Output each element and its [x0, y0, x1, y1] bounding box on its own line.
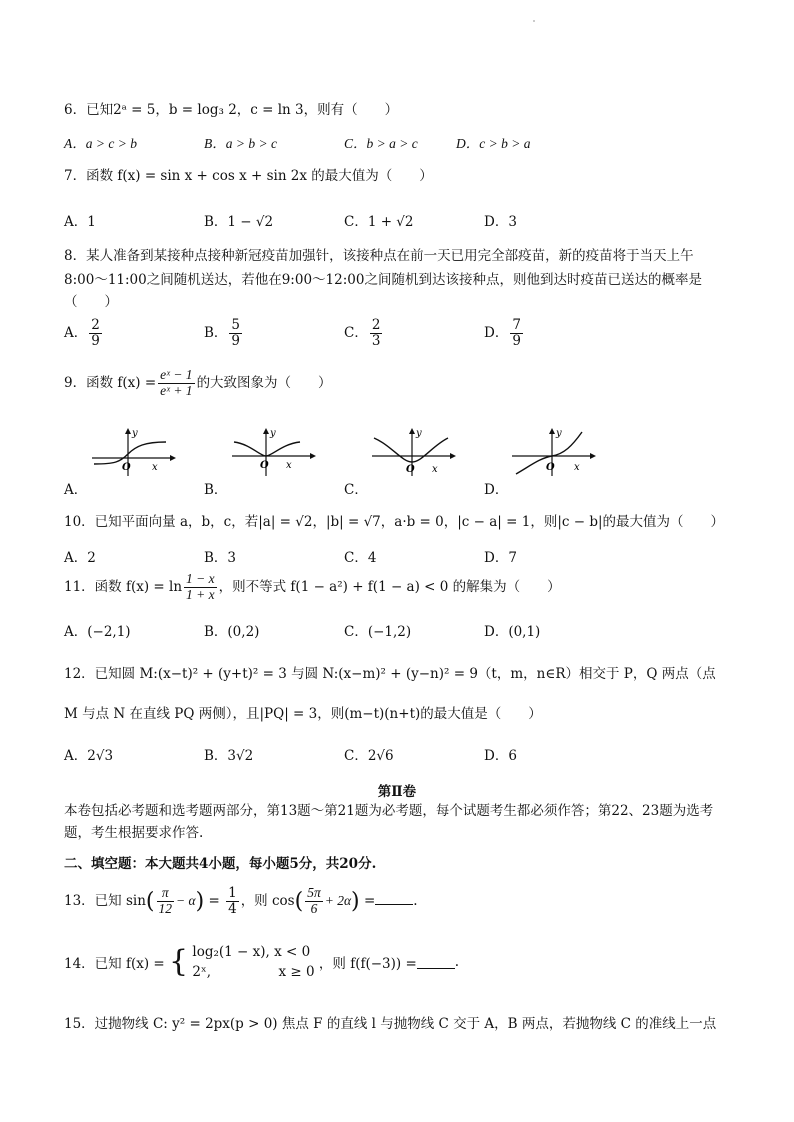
- option-d[interactable]: D．: [484, 482, 509, 498]
- graph-a[interactable]: [90, 426, 180, 478]
- option-b[interactable]: B．3: [204, 550, 237, 566]
- question-9-options: [64, 426, 744, 498]
- section-fill-in-title: 二、填空题：本大题共4小题，每小题5分，共20分.: [64, 856, 377, 872]
- axis-x-label: x: [286, 460, 292, 471]
- axis-y-label: y: [270, 428, 276, 439]
- axis-x-label: x: [152, 462, 158, 473]
- question-8-line-2: 8:00～11:00之间随机送达，若他在9:00～12:00之间随机到达该接种点，则他到达时疫苗已送达的概率是: [64, 272, 702, 288]
- question-10-options: [64, 546, 744, 572]
- option-c[interactable]: C．: [344, 482, 368, 498]
- question-12-line-2: M 与点 N 在直线 PQ 两侧），且|PQ| = 3，则(m−t)(n+t)的最大值是（ ）: [64, 706, 542, 722]
- answer-blank[interactable]: [417, 956, 455, 969]
- question-6-options: [64, 132, 744, 158]
- option-b[interactable]: B． $\frac{5}{9}$: [204, 317, 241, 349]
- question-13: 13．已知 sin( $\frac{\pi}{12}$ − α) = $\frac{1}{4}$ ，则 cos( $\frac{5\pi}{6}$ + 2α) = .: [64, 885, 418, 917]
- option-d[interactable]: D． $\frac{7}{9}$: [484, 317, 521, 349]
- question-6: 6．已知2ᵃ = 5，b = log₃ 2，c = ln 3，则有（ ）: [64, 102, 399, 118]
- option-a[interactable]: A．a > c > b: [64, 136, 137, 151]
- axis-x-label: x: [432, 464, 438, 475]
- graph-c[interactable]: [370, 426, 460, 478]
- option-c[interactable]: C．2√6: [344, 748, 394, 764]
- question-7: 7．函数 f(x) = sin x + cos x + sin 2x 的最大值为（ ）: [64, 168, 433, 184]
- option-a[interactable]: A．2: [64, 550, 96, 566]
- question-9: 9．函数 f(x) = $\frac{\text{eˣ − 1}}{\text{eˣ + 1}}$ 的大致图象为（ ）: [64, 367, 332, 398]
- option-a[interactable]: A．2√3: [64, 748, 114, 764]
- origin-label: O: [546, 462, 555, 473]
- part-2-title: 第Ⅱ卷: [377, 784, 417, 800]
- scan-speck: [533, 20, 535, 22]
- option-b[interactable]: B．a > b > c: [204, 136, 277, 151]
- option-a[interactable]: A．(−2,1): [64, 624, 131, 640]
- origin-label: O: [406, 464, 415, 475]
- option-c[interactable]: C．b > a > c: [344, 136, 418, 151]
- question-12-options: [64, 744, 744, 770]
- graph-d[interactable]: [510, 426, 600, 478]
- question-8-options: [64, 314, 744, 354]
- option-c[interactable]: C．(−1,2): [344, 624, 412, 640]
- axis-y-label: y: [132, 428, 138, 439]
- option-c[interactable]: C．4: [344, 550, 377, 566]
- option-d[interactable]: D．3: [484, 214, 517, 230]
- option-d[interactable]: D．7: [484, 550, 517, 566]
- option-d[interactable]: D．c > b > a: [456, 136, 531, 151]
- option-d[interactable]: D．6: [484, 748, 517, 764]
- option-a[interactable]: A．1: [64, 214, 96, 230]
- answer-blank[interactable]: [375, 892, 413, 905]
- option-d[interactable]: D．(0,1): [484, 624, 541, 640]
- option-c[interactable]: C． $\frac{2}{3}$: [344, 317, 381, 349]
- option-b[interactable]: B．: [204, 482, 228, 498]
- question-8-line-1: 8．某人准备到某接种点接种新冠疫苗加强针，该接种点在前一天已用完全部疫苗，新的疫苗将于当天上午: [64, 248, 694, 264]
- question-7-options: [64, 210, 744, 236]
- option-c[interactable]: C．1 + √2: [344, 214, 414, 230]
- origin-label: O: [260, 460, 269, 471]
- option-a[interactable]: A．: [64, 482, 88, 498]
- question-14: 14．已知 f(x) = { log₂(1 − x), x < 0 2ˣ, x ≥ 0 ，则 f(f(−3)) = .: [64, 944, 460, 980]
- option-b[interactable]: B．(0,2): [204, 624, 260, 640]
- question-12-line-1: 12．已知圆 M:(x−t)² + (y+t)² = 3 与圆 N:(x−m)² + (y−n)² = 9（t，m，n∈R）相交于 P，Q 两点（点: [64, 666, 716, 682]
- question-10: 10．已知平面向量 a，b，c，若|a| = √2，|b| = √7，a·b = 0，|c − a| = 1，则|c − b|的最大值为（ ）: [64, 514, 725, 530]
- option-a[interactable]: A． $\frac{2}{9}$: [64, 317, 100, 349]
- option-b[interactable]: B．3√2: [204, 748, 254, 764]
- part-2-intro: 本卷包括必考题和选考题两部分，第13题～第21题为必考题，每个试题考生都必须作答；第22、23题为选考题，考生根据要求作答.: [64, 803, 714, 841]
- question-15: 15．过抛物线 C: y² = 2px(p > 0) 焦点 F 的直线 l 与抛物线 C 交于 A，B 两点，若抛物线 C 的准线上一点: [64, 1016, 717, 1032]
- option-b[interactable]: B．1 − √2: [204, 214, 274, 230]
- graph-b[interactable]: [230, 426, 320, 478]
- question-11: 11．函数 f(x) = ln $\frac{1 - x}{1 + x}$ ，则不等式 f(1 − a²) + f(1 − a) < 0 的解集为（ ）: [64, 571, 561, 602]
- question-8-line-3: （ ）: [64, 294, 118, 310]
- axis-x-label: x: [574, 462, 580, 473]
- question-11-options: [64, 620, 744, 646]
- origin-label: O: [122, 462, 131, 473]
- axis-y-label: y: [416, 428, 422, 439]
- axis-y-label: y: [556, 428, 562, 439]
